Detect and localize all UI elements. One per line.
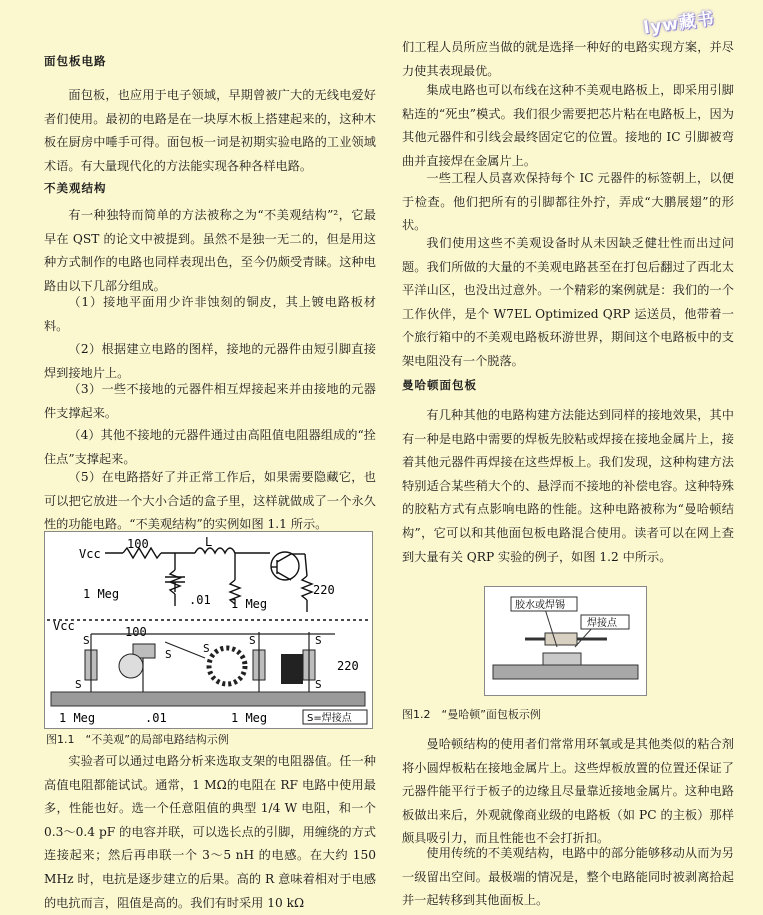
list-item-2: （2）根据建立电路的图样，接地的元器件由短引脚直接焊到接地片上。 <box>44 342 376 380</box>
fig1-r220-top: 220 <box>313 583 335 597</box>
fig1-meg-mid-top: 1 Meg <box>231 597 268 611</box>
paragraph-breadboard: 面包板，也应用于电子领域，早期曾被广大的无线电爱好者们使用。最初的电路是在一块厚木板上搭建起来的，这种木板在厨房中唾手可得。面包板一词是初期实验电路的工业领域术语。有大量现代化的方法能实现各种各样电路。 <box>44 88 376 173</box>
list-item-4: （4）其他不接地的元器件通过由高阻值电阻器组成的“拴住点”支撑起来。 <box>44 428 376 466</box>
fig1-inductor: L <box>205 535 213 549</box>
watermark-stamp: lyw藏书 <box>642 8 716 39</box>
fig1-s-6: S <box>75 678 82 691</box>
figure-1-1-caption: 图1.1 “不美观”的局部电路结构示例 <box>46 733 229 746</box>
fig1-s-2: S <box>165 648 172 661</box>
list-item-3: （3）一些不接地的元器件相互焊接起来并由接地的元器件支撑起来。 <box>44 382 376 420</box>
list-item-5: （5）在电路搭好了并正常工作后，如果需要隐藏它，也可以把它放进一个大小合适的盒子里，这样就做成了一个永久性的功能电路。“不美观结构”的实例如图 1.1 所示。 <box>44 470 376 532</box>
paragraph-manhattan-users: 曼哈顿结构的使用者们常常用环氧或是其他类似的粘合剂将小圆焊板粘在接地金属片上。这些焊板放置的位置还保证了元器件能平行于板子的边缘且尽量靠近接地金属片。这种电路板做出来后，外观就像商业级的电路板（如 PC 的主板）那样颇具吸引力，而且性能也不会打折扣。 <box>402 737 734 846</box>
fig1-cap-bottom: .01 <box>145 711 167 725</box>
fig1-s-3: S <box>203 642 210 655</box>
fig1-meg-mid-bottom: 1 Meg <box>231 711 268 725</box>
fig1-s-1: S <box>83 634 90 647</box>
paragraph-dead-bug: 集成电路也可以布线在这种不美观电路板上，即采用引脚粘连的“死虫”模式。我们很少需要把芯片粘在电路板上，因为其他元器件和引线会最终固定它的位置。接地的 IC 引脚被弯曲并直接焊在金属片上。 <box>402 83 734 168</box>
fig1-vcc-top: Vcc <box>79 547 101 561</box>
figure-1-2-drawing <box>485 587 646 695</box>
heading-ugly-construction: 不美观结构 <box>44 181 107 195</box>
figure-1-1 <box>44 531 373 729</box>
heading-manhattan: 曼哈顿面包板 <box>402 378 477 392</box>
figure-1-2-caption: 图1.2 “曼哈顿”面包板示例 <box>402 708 541 721</box>
paragraph-ugly-construction: 有一种独特而简单的方法被称之为“不美观结构”²，它最早在 QST 的论文中被提到。虽然不是独一无二的，但是用这种方式制作的电路也同样表现出色，至今仍颇受青睐。这种电路由以下几部分组成。 <box>44 208 376 293</box>
fig2-glue-label: 胶水或焊锡 <box>515 600 565 611</box>
fig2-solder-label: 焊接点 <box>587 618 617 629</box>
paragraph-continued: 们工程人员所应当做的就是选择一种好的电路实现方案，并尽力使其表现最优。 <box>402 40 734 78</box>
heading-breadboard: 面包板电路 <box>44 54 107 68</box>
fig1-r100-top: 100 <box>127 537 149 551</box>
fig1-meg-left-bottom: 1 Meg <box>59 711 96 725</box>
fig1-r100-bottom: 100 <box>125 625 147 639</box>
fig1-s-5: S <box>315 634 322 647</box>
paragraph-resistor-selection: 实验者可以通过电路分析来选取支架的电阻器值。任一种高值电阻都能试试。通常，1 MΩ的电阻在 RF 电路中使用最多，性能也好。选一个任意阻值的典型 1/4 W 电阻，和一个 0.3～0.4 pF 的电容并联，可以选长点的引脚，用缠绕的方式连接起来；然后再串联一个 3～5 nH 的电感。在大约 150 MHz 时，电抗是逐步建立的后果。高的 R 意味着相对于电感的电抗而言，阻值是高的。我们有时采用 10 kΩ <box>44 754 376 910</box>
figure-1-2 <box>484 586 647 696</box>
fig1-s-7: S <box>315 678 322 691</box>
list-item-1: （1）接地平面用少许非蚀刻的铜皮，其上镀电路板材料。 <box>44 295 376 333</box>
figure-1-1-drawing <box>45 532 372 728</box>
fig1-r220-bottom: 220 <box>337 659 359 673</box>
paragraph-robustness: 我们使用这些不美观设备时从未因缺乏健壮性而出过问题。我们所做的大量的不美观电路甚至在打包后翻过了西北太平洋山区，也没出过意外。一个精彩的案例就是：我们的一个工作伙伴，是个 W7EL Optimized QRP 运送员，他带着一个旅行箱中的不美观电路板环游世界，期间这个电路板中的支架电阻没有一个脱落。 <box>402 236 734 368</box>
paragraph-ic-labels: 一些工程人员喜欢保持每个 IC 元器件的标签朝上，以便于检查。他们把所有的引脚都往外拧，弄成“大鹏展翅”的形状。 <box>402 171 734 233</box>
paragraph-manhattan: 有几种其他的电路构建方法能达到同样的接地效果，其中有一种是电路中需要的焊板先胶粘或焊接在接地金属片上，接着其他元器件再焊接在这些焊板上。我们发现，这种构建方法特别适合某些稍大个的、悬浮而不接地的补偿电容。这种特殊的胶粘方式有点影响电路的性能。这种电路被称为“曼哈顿结构”，它可以和其他面包板电路混合使用。读者可以在网上查到大量有关 QRP 实验的例子，如图 1.2 中所示。 <box>402 408 734 564</box>
fig1-meg-left-top: 1 Meg <box>83 587 120 601</box>
fig1-s-4: S <box>249 634 256 647</box>
paragraph-traditional: 使用传统的不美观结构，电路中的部分能够移动从而为另一级留出空间。最极端的情况是，整个电路能同时被剥离拾起并一起转移到其他面板上。 <box>402 846 734 908</box>
fig1-vcc-bottom: Vcc <box>53 619 75 633</box>
fig1-legend: S=焊接点 <box>307 713 352 724</box>
fig1-cap-top: .01 <box>189 593 211 607</box>
